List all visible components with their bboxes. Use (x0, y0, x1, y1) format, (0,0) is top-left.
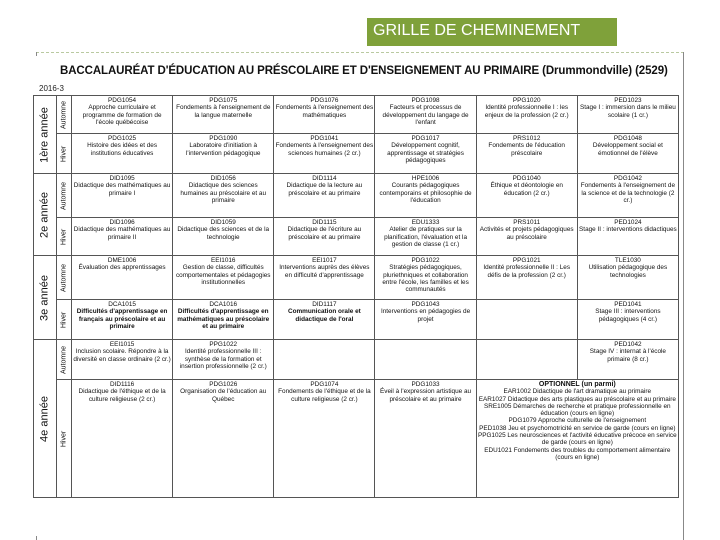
course-code: PDG1074 (310, 381, 339, 388)
course-cell (476, 300, 577, 340)
year-label: 4e année (38, 395, 51, 442)
course-code: PED1023 (614, 97, 642, 104)
document-year-reference: 2016-3 (39, 84, 64, 93)
course-code: PDG1075 (209, 97, 238, 104)
slide-title: GRILLE DE CHEMINEMENT (367, 18, 617, 46)
course-title: Identité professionnelle III : synthèse de la formation et insertion professionnelle (2 cr.) (179, 348, 267, 370)
optional-course: PDG1079 Approche culturelle de l'enseignement (508, 417, 647, 425)
document-title: BACCALAURÉAT D'ÉDUCATION AU PRÉSCOLAIRE ET D'ENSEIGNEMENT AU PRIMAIRE (Drummondville) (2529) (60, 65, 668, 77)
course-code: PED1024 (614, 219, 642, 226)
course-code: PDG1040 (512, 175, 541, 182)
course-code: PDG1076 (310, 97, 339, 104)
course-cell (476, 174, 577, 218)
course-code: DCA1015 (108, 301, 136, 308)
program-document (33, 56, 683, 536)
course-code: PRS1012 (513, 135, 541, 142)
course-cell (577, 218, 678, 256)
course-cell (375, 380, 476, 498)
season-label: Automne (60, 263, 68, 292)
course-cell (274, 174, 375, 218)
course-title: Didactique des sciences et de la technologie (177, 226, 270, 241)
course-cell (476, 96, 577, 134)
course-title: Atelier de pratiques sur la planification, l'évaluation et la gestion de classe (1 cr.) (384, 226, 468, 248)
optional-course: EDU1021 Fondements des troubles du comportement alimentaire (cours en ligne) (484, 446, 671, 461)
course-cell (173, 96, 274, 134)
course-title: Activités et projets pédagogiques au préscolaire (479, 226, 574, 241)
course-cell (72, 134, 173, 174)
course-code: PDG1017 (411, 135, 440, 142)
course-code: EEI1015 (109, 341, 135, 348)
optional-course: EAR1002 Didactique de l'art dramatique au primaire (503, 388, 652, 396)
course-title: Fondements à l'enseignement de la science et de la technologie (2 cr.) (580, 182, 676, 204)
course-code: PPG1021 (512, 257, 541, 264)
season-label-cell (57, 218, 72, 256)
course-code: PDG1048 (613, 135, 642, 142)
course-code: DME1006 (107, 257, 137, 264)
course-cell (72, 174, 173, 218)
year-label: 1ère année (38, 106, 51, 163)
season-label: Hiver (60, 311, 68, 328)
optional-course: EAR1027 Didactique des arts plastiques au préscolaire et au primaire (478, 395, 676, 403)
course-cell (274, 134, 375, 174)
session-row (34, 218, 679, 256)
season-label-cell (57, 134, 72, 174)
season-label-cell (57, 340, 72, 380)
course-code: PDG1041 (310, 135, 339, 142)
course-title: Développement social et émotionnel de l'élève (592, 142, 663, 157)
course-code: PDG1043 (411, 301, 440, 308)
course-code: PDG1042 (613, 175, 642, 182)
course-cell (72, 96, 173, 134)
course-title: Didactique de l'éthique et de la culture religieuse (2 cr.) (78, 388, 166, 403)
course-cell (274, 96, 375, 134)
season-label: Automne (60, 345, 68, 374)
course-cell (72, 300, 173, 340)
season-label-cell (57, 300, 72, 340)
course-code: PDG1026 (209, 381, 238, 388)
course-title: Histoire des idées et des institutions éducatives (87, 142, 158, 157)
course-title: Utilisation pédagogique des technologies (588, 264, 668, 279)
course-cell (476, 340, 577, 380)
course-cell (274, 300, 375, 340)
course-code: EEI1016 (210, 257, 236, 264)
course-title: Identité professionnelle I : les enjeux de la profession (2 cr.) (484, 104, 569, 119)
course-title: Gestion de classe, difficultés comportementales et pédagogies institutionnelles (175, 264, 271, 286)
course-cell (375, 256, 476, 300)
course-cell (274, 256, 375, 300)
session-row (34, 134, 679, 174)
course-cell (72, 218, 173, 256)
season-label-cell (57, 256, 72, 300)
course-title: Communication orale et didactique de l'oral (287, 308, 361, 323)
course-title: Stratégies pédagogiques, pluriethniques et collaboration entre l'école, les familles et les communautés (382, 264, 469, 294)
year-label-cell (34, 174, 57, 256)
session-row (34, 96, 679, 134)
course-cell (476, 256, 577, 300)
course-title: Interventions auprès des élèves en difficulté d'apprentissage (279, 264, 370, 279)
course-code: PPG1020 (512, 97, 541, 104)
course-cell (577, 96, 678, 134)
course-code: DID1115 (312, 219, 337, 226)
course-code: EDU1333 (411, 219, 440, 226)
season-label: Automne (60, 100, 68, 129)
course-code: DID1116 (109, 381, 135, 388)
course-cell (72, 340, 173, 380)
course-cell (173, 340, 274, 380)
course-title: Laboratoire d'initiation à l'intervention pédagogique (186, 142, 261, 157)
course-title: Didactique des mathématiques au primaire II (73, 226, 171, 241)
course-code: DID1056 (210, 175, 236, 182)
course-title: Didactique de l'écriture au préscolaire et au primaire (287, 226, 362, 241)
course-cell (577, 300, 678, 340)
course-title: Fondements de l'éthique et de la culture religieuse (2 cr.) (278, 388, 371, 403)
course-title: Éthique et déontologie en éducation (2 cr.) (490, 182, 563, 197)
course-code: PDG1025 (108, 135, 137, 142)
course-code: PDG1090 (209, 135, 238, 142)
optional-courses-cell (476, 380, 678, 498)
right-border (683, 52, 684, 540)
season-label: Hiver (60, 145, 68, 162)
course-code: PDG1098 (411, 97, 440, 104)
course-cell (577, 174, 678, 218)
course-cell (375, 340, 476, 380)
course-title: Évaluation des apprentissages (78, 264, 166, 272)
season-label-cell (57, 380, 72, 498)
course-code: HPE1006 (411, 175, 440, 182)
course-grid (33, 95, 679, 498)
course-code: PDG1054 (108, 97, 137, 104)
course-title: Fondements de l'éducation préscolaire (488, 142, 565, 157)
course-code: DCA1016 (209, 301, 238, 308)
optional-course: SRE1005 Démarches de recherche et pratique professionnelle en éducation (cours en ligne) (484, 402, 671, 418)
course-title: Inclusion scolaire. Répondre à la diversité en classe ordinaire (2 cr.) (73, 348, 171, 363)
course-cell (274, 218, 375, 256)
course-cell (476, 134, 577, 174)
course-code: PED1042 (614, 341, 642, 348)
course-title: Difficultés d'apprentissage en français au préscolaire et au primaire (76, 308, 168, 330)
course-code: PDG1022 (411, 257, 440, 264)
course-code: DID1117 (312, 301, 337, 308)
course-title: Didactique des sciences humaines au préscolaire et au primaire (180, 182, 267, 204)
session-row (34, 300, 679, 340)
course-title: Fondements à l'enseignement des mathématiques (275, 104, 374, 119)
session-row (34, 256, 679, 300)
course-cell (375, 300, 476, 340)
course-code: TLE1030 (614, 257, 641, 264)
course-code: PDG1033 (411, 381, 440, 388)
course-cell (173, 300, 274, 340)
course-title: Didactique de la lecture au préscolaire et au primaire (286, 182, 363, 197)
year-label-cell (34, 340, 57, 498)
season-label-cell (57, 174, 72, 218)
course-code: PED1041 (614, 301, 642, 308)
course-cell (173, 256, 274, 300)
session-row (34, 340, 679, 380)
session-row (34, 174, 679, 218)
course-title: Stage IV : internat à l'école primaire (8 cr.) (589, 348, 666, 363)
course-cell (577, 256, 678, 300)
course-cell (375, 218, 476, 256)
course-cell (577, 134, 678, 174)
course-cell (274, 380, 375, 498)
year-label-cell (34, 96, 57, 174)
season-label: Hiver (60, 430, 68, 447)
course-code: DID1059 (210, 219, 236, 226)
course-title: Fondements à l'enseignement de la langue maternelle (176, 104, 271, 119)
course-title: Didactique des mathématiques au primaire I (73, 182, 171, 197)
course-title: Organisation de l'éducation au Québec (180, 388, 267, 403)
course-code: EEI1017 (312, 257, 337, 264)
year-label-cell (34, 256, 57, 340)
course-title: Facteurs et processus de développement du langage de l'enfant (382, 104, 469, 126)
header-divider (36, 52, 684, 53)
optional-course: PPG1025 Les neurosciences et l'activité éducative précoce en service de garde (cours en ligne) (477, 432, 677, 447)
course-cell (173, 218, 274, 256)
course-title: Fondements à l'enseignement des sciences humaines (2 cr.) (275, 142, 374, 157)
course-code: DID1096 (109, 219, 135, 226)
course-cell (274, 340, 375, 380)
season-label: Hiver (60, 228, 68, 245)
course-title: Approche curriculaire et programme de formation de l'école québécoise (82, 104, 162, 126)
course-title: Identité professionnelle II : Les défis de la profession (2 cr.) (483, 264, 571, 279)
course-title: Difficultés d'apprentissage en mathématiques au préscolaire et au primaire (177, 308, 270, 330)
course-title: Stage I : immersion dans le milieu scolaire (1 cr.) (579, 104, 676, 119)
course-code: DID1114 (312, 175, 337, 182)
year-label: 3e année (38, 274, 51, 321)
season-label: Automne (60, 181, 68, 210)
course-cell (173, 134, 274, 174)
course-title: Stage III : interventions pédagogiques (4 cr.) (595, 308, 661, 323)
course-cell (72, 380, 173, 498)
course-cell (173, 174, 274, 218)
course-cell (375, 134, 476, 174)
optional-heading: OPTIONNEL (un parmi) (538, 381, 616, 388)
session-row (34, 380, 679, 498)
course-cell (577, 340, 678, 380)
course-cell (375, 96, 476, 134)
course-cell (375, 174, 476, 218)
course-cell (173, 380, 274, 498)
year-label: 2e année (38, 191, 51, 238)
course-cell (72, 256, 173, 300)
course-title: Stage II : interventions didactiques (579, 226, 677, 234)
course-code: PRS1011 (513, 219, 541, 226)
course-code: PPG1022 (209, 341, 238, 348)
course-title: Courants pédagogiques contemporains et philosophie de l'éducation (379, 182, 472, 204)
optional-course: PED1038 Jeu et psychomotricité en service de garde (cours en ligne) (479, 424, 676, 432)
course-title: Développement cognitif, apprentissage et stratégies pédagogiques (387, 142, 464, 164)
course-title: Interventions en pédagogies de projet (380, 308, 471, 323)
course-title: Éveil à l'expression artistique au préscolaire et au primaire (380, 388, 472, 403)
course-code: DID1095 (109, 175, 135, 182)
season-label-cell (57, 96, 72, 134)
course-cell (476, 218, 577, 256)
